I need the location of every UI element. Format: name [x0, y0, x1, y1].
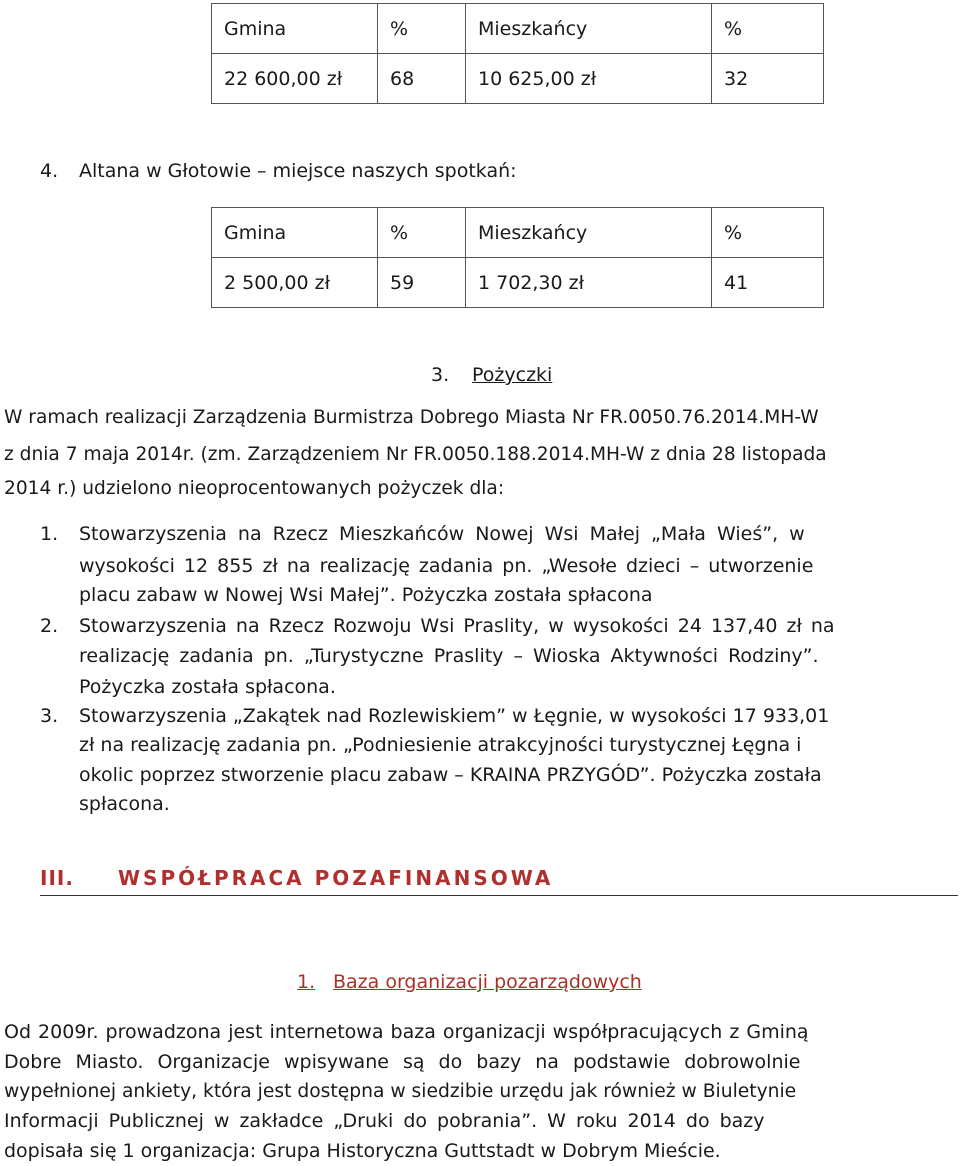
paragraph-line: wypełnionej ankiety, która jest dostępna w siedzibie urzędu jak również w Biuletynie [4, 1081, 797, 1102]
table-cell: 1 702,30 zł [466, 258, 712, 308]
subsection-1-number: 1. [297, 971, 316, 993]
loan-3-line: zł na realizację zadania pn. „Podniesienie atrakcyjności turystycznej Łęgna i [79, 734, 802, 756]
paragraph-line: Od 2009r. prowadzona jest internetowa baza organizacji współpracujących z Gminą [4, 1021, 809, 1043]
table-cell: 32 [712, 54, 824, 104]
table-cell: 59 [378, 258, 466, 308]
table-header-cell: % [378, 4, 466, 54]
chapter-3-title: WSPÓŁPRACA POZAFINANSOWA [118, 866, 554, 890]
chapter-3-number: III. [40, 866, 74, 890]
table-header-cell: % [378, 208, 466, 258]
table-header-cell: Mieszkańcy [466, 4, 712, 54]
loan-2-line: Stowarzyszenia na Rzecz Rozwoju Wsi Praslity, w wysokości 24 137,40 zł na [79, 615, 835, 637]
loan-3-line: okolic poprzez stworzenie placu zabaw – KRAINA PRZYGÓD”. Pożyczka została [79, 764, 822, 786]
table-header-cell: Gmina [212, 208, 378, 258]
table-cell: 68 [378, 54, 466, 104]
loan-1-line: placu zabaw w Nowej Wsi Małej”. Pożyczka została spłacona [79, 584, 653, 606]
table-1 [211, 3, 824, 104]
table-row [212, 54, 824, 104]
table-header-row [212, 208, 824, 258]
table-cell: 10 625,00 zł [466, 54, 712, 104]
loan-3-line: Stowarzyszenia „Zakątek nad Rozlewiskiem” w Łęgnie, w wysokości 17 933,01 [79, 705, 830, 727]
table-header-cell: Gmina [212, 4, 378, 54]
intro-line: z dnia 7 maja 2014r. (zm. Zarządzeniem Nr FR.0050.188.2014.MH-W z dnia 28 listopada [4, 444, 827, 465]
loan-2-line: realizację zadania pn. „Turystyczne Praslity – Wioska Aktywności Rodziny”. [79, 645, 819, 667]
table-header-cell: % [712, 4, 824, 54]
table-row [212, 258, 824, 308]
intro-line: 2014 r.) udzielono nieoprocentowanych pożyczek dla: [4, 478, 505, 499]
table-header-cell: Mieszkańcy [466, 208, 712, 258]
item-4-number: 4. [40, 160, 59, 182]
table-cell: 2 500,00 zł [212, 258, 378, 308]
table-2 [211, 207, 824, 308]
loan-1-number: 1. [40, 523, 59, 545]
loan-3-line: spłacona. [79, 793, 170, 815]
paragraph-line: Informacji Publicznej w zakładce „Druki do pobrania”. W roku 2014 do bazy [4, 1110, 765, 1132]
table-header-row [212, 4, 824, 54]
table-cell: 22 600,00 zł [212, 54, 378, 104]
loan-1-line: wysokości 12 855 zł na realizację zadania pn. „Wesołe dzieci – utworzenie [79, 555, 814, 577]
loan-1-line: Stowarzyszenia na Rzecz Mieszkańców Nowej Wsi Małej „Mała Wieś”, w [79, 523, 805, 545]
section-3-title: Pożyczki [472, 364, 553, 386]
subsection-1-title: Baza organizacji pozarządowych [333, 971, 642, 993]
table-cell: 41 [712, 258, 824, 308]
intro-line: W ramach realizacji Zarządzenia Burmistrza Dobrego Miasta Nr FR.0050.76.2014.MH-W [4, 407, 819, 428]
paragraph-line: Dobre Miasto. Organizacje wpisywane są do bazy na podstawie dobrowolnie [4, 1051, 801, 1073]
chapter-3-underline [40, 895, 958, 896]
loan-3-number: 3. [40, 705, 59, 727]
item-4-text: Altana w Głotowie – miejsce naszych spotkań: [79, 160, 517, 182]
table-header-cell: % [712, 208, 824, 258]
section-3-number: 3. [431, 364, 450, 386]
loan-2-line: Pożyczka została spłacona. [79, 676, 336, 698]
loan-2-number: 2. [40, 615, 59, 637]
paragraph-line: dopisała się 1 organizacja: Grupa Historyczna Guttstadt w Dobrym Mieście. [4, 1140, 721, 1162]
